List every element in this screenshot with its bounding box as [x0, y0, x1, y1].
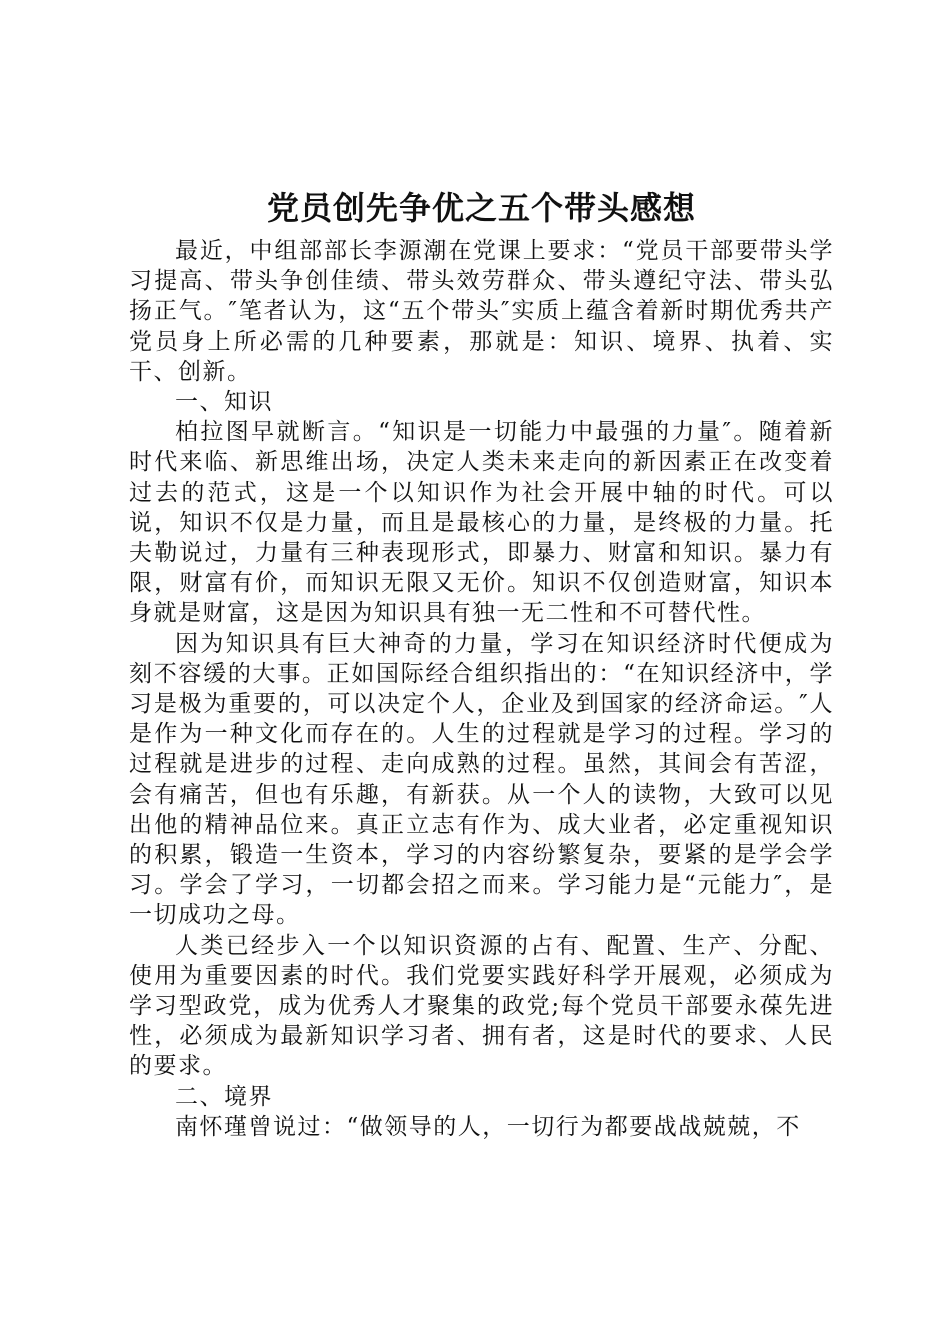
paragraph-knowledge-1: 柏拉图早就断言。“知识是一切能力中最强的力量″。随着新时代来临、新思维出场，决定人类未来走向的新因素正在改变着过去的范式，这是一个以知识作为社会开展中轴的时代。可以说，知识不仅是力量，而且是最核心的力量，是终极的力量。托夫勒说过，力量有三种表现形式，即暴力、财富和知识。暴力有限，财富有价，而知识无限又无价。知识不仅创造财富，知识本身就是财富，这是因为知识具有独一无二性和不可替代性。 [129, 419, 834, 627]
paragraph-realm-1: 南怀瑾曾说过：“做领导的人，一切行为都要战战兢兢，不 [175, 1113, 801, 1140]
paragraph-knowledge-3: 人类已经步入一个以知识资源的占有、配置、生产、分配、使用为重要因素的时代。我们党要实践好科学开展观，必须成为学习型政党，成为优秀人才聚集的政党;每个党员干部要永葆先进性，必须成为最新知识学习者、拥有者，这是时代的要求、人民的要求。 [129, 932, 834, 1080]
paragraph-intro: 最近，中组部部长李源潮在党课上要求：“党员干部要带头学习提高、带头争创佳绩、带头效劳群众、带头遵纪守法、带头弘扬正气。″笔者认为，这“五个带头″实质上蕴含着新时期优秀共产党员身上所必需的几种要素，那就是：知识、境界、执着、实干、创新。 [129, 238, 834, 385]
section-heading-realm: 二、境界 [175, 1083, 273, 1110]
document-body [129, 186, 834, 1142]
document-title: 党员创先争优之五个带头感想 [266, 189, 696, 227]
section-heading-knowledge: 一、知识 [175, 389, 273, 416]
paragraph-knowledge-2: 因为知识具有巨大神奇的力量，学习在知识经济时代便成为刻不容缓的大事。正如国际经合组织指出的：“在知识经济中，学习是极为重要的，可以决定个人，企业及到国家的经济命运。″人是作为一种文化而存在的。人生的过程就是学习的过程。学习的过程就是进步的过程、走向成熟的过程。虽然，其间会有苦涩，会有痛苦，但也有乐趣，有新获。从一个人的读物，大致可以见出他的精神品位来。真正立志有作为、成大业者，必定重视知识的积累，锻造一生资本，学习的内容纷繁复杂，要紧的是学会学习。学会了学习，一切都会招之而来。学习能力是“元能力″，是一切成功之母。 [129, 630, 834, 929]
